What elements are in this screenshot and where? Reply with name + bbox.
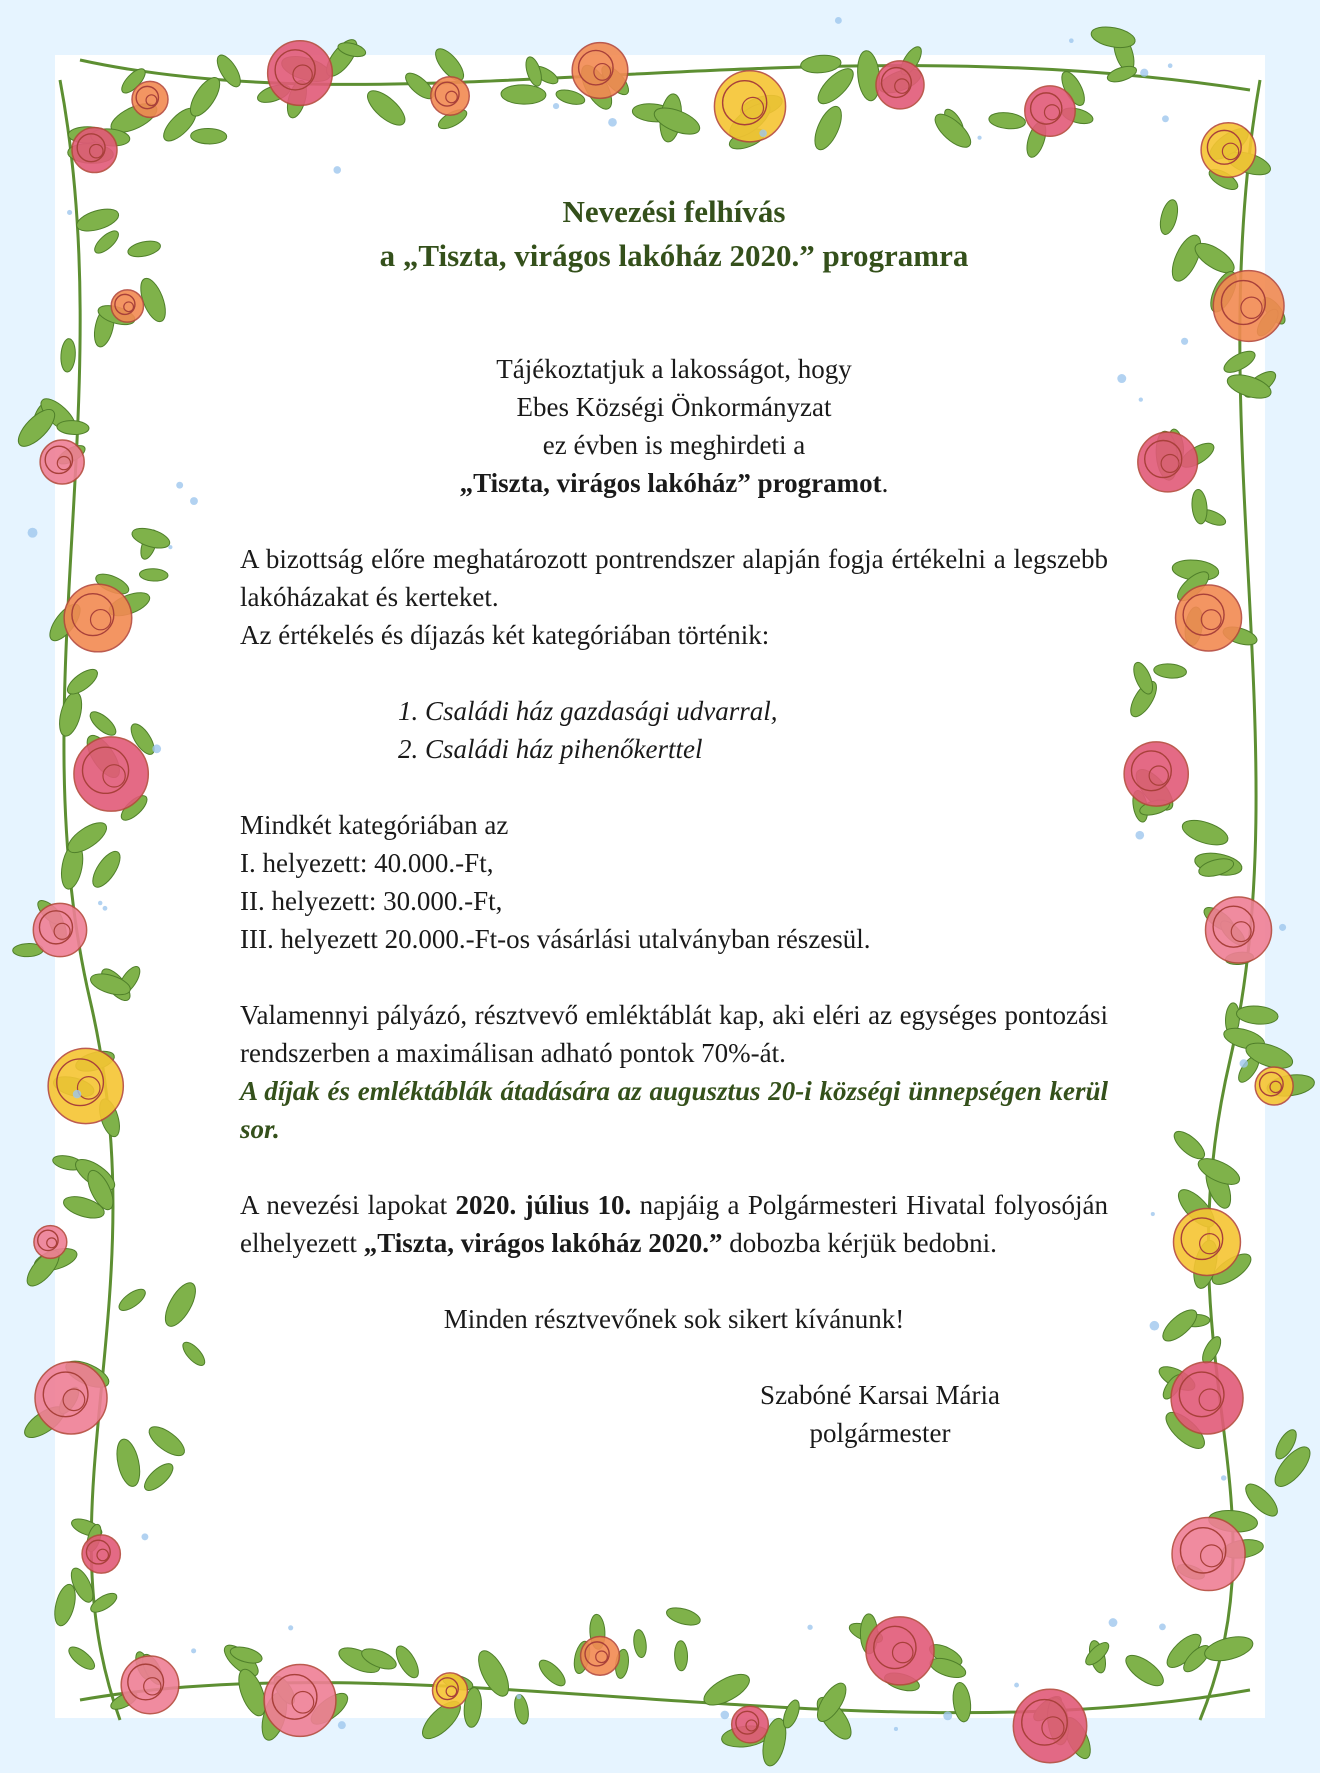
leaf-icon	[1153, 663, 1187, 680]
leaf-icon	[1157, 198, 1181, 236]
leaf-icon	[113, 1437, 144, 1489]
dot-icon	[191, 1648, 196, 1653]
leaf-icon	[951, 1681, 973, 1722]
dot-icon	[176, 482, 183, 489]
signature-role: polgármester	[809, 1418, 951, 1448]
category-item: 2. Családi ház pihenőkerttel	[398, 734, 703, 764]
category-list	[398, 692, 1108, 768]
dot-icon	[1117, 374, 1126, 383]
ceremony-text: A díjak és emléktáblák átadására az augusztus 20-i községi ünnepségen kerül sor.	[240, 1076, 1108, 1144]
dot-icon	[1162, 115, 1169, 122]
dot-icon	[1109, 1618, 1118, 1627]
leaf-icon	[159, 1278, 201, 1331]
dot-icon	[103, 906, 108, 911]
dot-icon	[141, 1533, 148, 1540]
dot-icon	[1181, 338, 1188, 345]
leaf-icon	[88, 847, 126, 891]
dot-icon	[720, 1711, 729, 1720]
dot-icon	[943, 1711, 952, 1720]
leaf-icon	[665, 1605, 703, 1629]
dot-icon	[168, 545, 172, 549]
dot-icon	[1140, 69, 1148, 77]
leaf-icon	[1121, 1650, 1168, 1692]
leaf-icon	[1130, 660, 1157, 697]
leaf-icon	[57, 420, 90, 436]
dot-icon	[98, 901, 102, 905]
dot-icon	[1069, 38, 1074, 43]
dot-icon	[67, 210, 72, 215]
leaf-icon	[535, 1656, 569, 1690]
dot-icon	[516, 1694, 521, 1699]
document-body	[240, 190, 1108, 1452]
committee-text: A bizottság előre meghatározott pontrendszer alapján fogja értékelni a legszebb lakóházakat és kerteket.	[240, 544, 1108, 612]
dot-icon	[1139, 397, 1143, 401]
leaf-icon	[91, 227, 122, 257]
dot-icon	[1221, 1475, 1226, 1480]
leaf-icon	[179, 1339, 208, 1369]
signature-name: Szabóné Karsai Mária	[760, 1380, 1000, 1410]
program-name: „Tiszta, virágos lakóház” programot	[459, 468, 882, 498]
intro-line-3: ez évben is meghirdeti a	[542, 430, 806, 460]
leaf-icon	[1170, 1127, 1209, 1164]
dot-icon	[759, 130, 767, 138]
intro-period: .	[881, 468, 889, 498]
leaf-icon	[139, 568, 168, 581]
leaf-icon	[501, 84, 546, 104]
leaf-icon	[988, 111, 1026, 131]
dot-icon	[288, 1625, 293, 1630]
dot-icon	[894, 1727, 898, 1731]
leaf-icon	[392, 1643, 423, 1681]
leaf-icon	[674, 1641, 688, 1671]
plaque-text: Valamennyi pályázó, résztvevő emléktáblát kap, aki eléri az egységes pontozási rendszerben a maximálisan adható pontok 70%-át.	[240, 1000, 1108, 1068]
dot-icon	[1159, 1623, 1166, 1630]
intro-line-1: Tájékoztatjuk a lakosságot, hogy	[496, 354, 852, 384]
categories-intro: Az értékelés és díjazás két kategóriában történik:	[240, 620, 770, 650]
deadline-part-2: napjáig a Polgármesteri Hivatal folyosóján elhelyezett	[240, 1190, 1108, 1258]
leaf-icon	[1179, 816, 1231, 850]
leaf-icon	[145, 1421, 189, 1460]
prize-list	[240, 806, 1108, 958]
deadline-part-3: dobozba kérjük bedobni.	[722, 1228, 997, 1258]
dot-icon	[1240, 1059, 1248, 1067]
prizes-intro: Mindkét kategóriában az	[240, 810, 509, 840]
leaf-icon	[126, 238, 161, 259]
dot-icon	[1168, 63, 1173, 68]
dot-icon	[338, 1721, 346, 1729]
leaf-icon	[64, 665, 102, 698]
leaf-icon	[1191, 489, 1209, 525]
deadline-text	[240, 1186, 1108, 1262]
intro-line-4	[240, 464, 1108, 502]
box-name: „Tiszta, virágos lakóház 2020.”	[363, 1228, 723, 1258]
dot-icon	[190, 497, 198, 505]
leaf-icon	[190, 128, 226, 144]
dot-icon	[152, 744, 161, 753]
dot-icon	[835, 17, 842, 24]
wish-text: Minden résztvevőnek sok sikert kívánunk!	[443, 1304, 905, 1334]
dot-icon	[28, 528, 38, 538]
leaf-icon	[116, 1285, 149, 1314]
prize-item: I. helyezett: 40.000.-Ft,	[240, 848, 494, 878]
dot-icon	[1135, 831, 1144, 840]
intro-block	[240, 350, 1108, 502]
dot-icon	[1279, 924, 1286, 931]
dot-icon	[977, 136, 981, 140]
dot-icon	[553, 103, 559, 109]
deadline-part-1: A nevezési lapokat	[240, 1190, 456, 1220]
leaf-icon	[63, 817, 111, 858]
deadline-date: 2020. július 10.	[455, 1190, 632, 1220]
dot-icon	[1150, 1321, 1160, 1331]
leaf-icon	[65, 1643, 98, 1673]
leaf-icon	[86, 708, 119, 739]
leaf-icon	[185, 73, 225, 121]
category-item: 1. Családi ház gazdasági udvarral,	[398, 696, 778, 726]
leaf-icon	[632, 1629, 648, 1658]
prize-item: III. helyezett 20.000.-Ft-os vásárlási utalványban részesül.	[240, 924, 871, 954]
dot-icon	[1151, 1212, 1155, 1216]
page-subtitle: a „Tiszta, virágos lakóház 2020.” programra	[379, 238, 969, 273]
dot-icon	[608, 118, 617, 127]
leaf-icon	[60, 338, 76, 372]
dot-icon	[333, 166, 341, 174]
page-title: Nevezési felhívás	[562, 194, 786, 229]
prize-item: II. helyezett: 30.000.-Ft,	[240, 886, 503, 916]
dot-icon	[807, 1625, 812, 1630]
leaf-icon	[1202, 1632, 1255, 1665]
signature-block	[720, 1376, 1040, 1452]
leaf-icon	[800, 54, 842, 75]
intro-line-2: Ebes Községi Önkormányzat	[516, 392, 832, 422]
dot-icon	[1014, 1683, 1019, 1688]
leaf-icon	[362, 85, 410, 131]
dot-icon	[73, 1090, 81, 1098]
leaf-icon	[55, 690, 85, 739]
leaf-icon	[809, 103, 846, 154]
leaf-icon	[140, 1459, 177, 1495]
